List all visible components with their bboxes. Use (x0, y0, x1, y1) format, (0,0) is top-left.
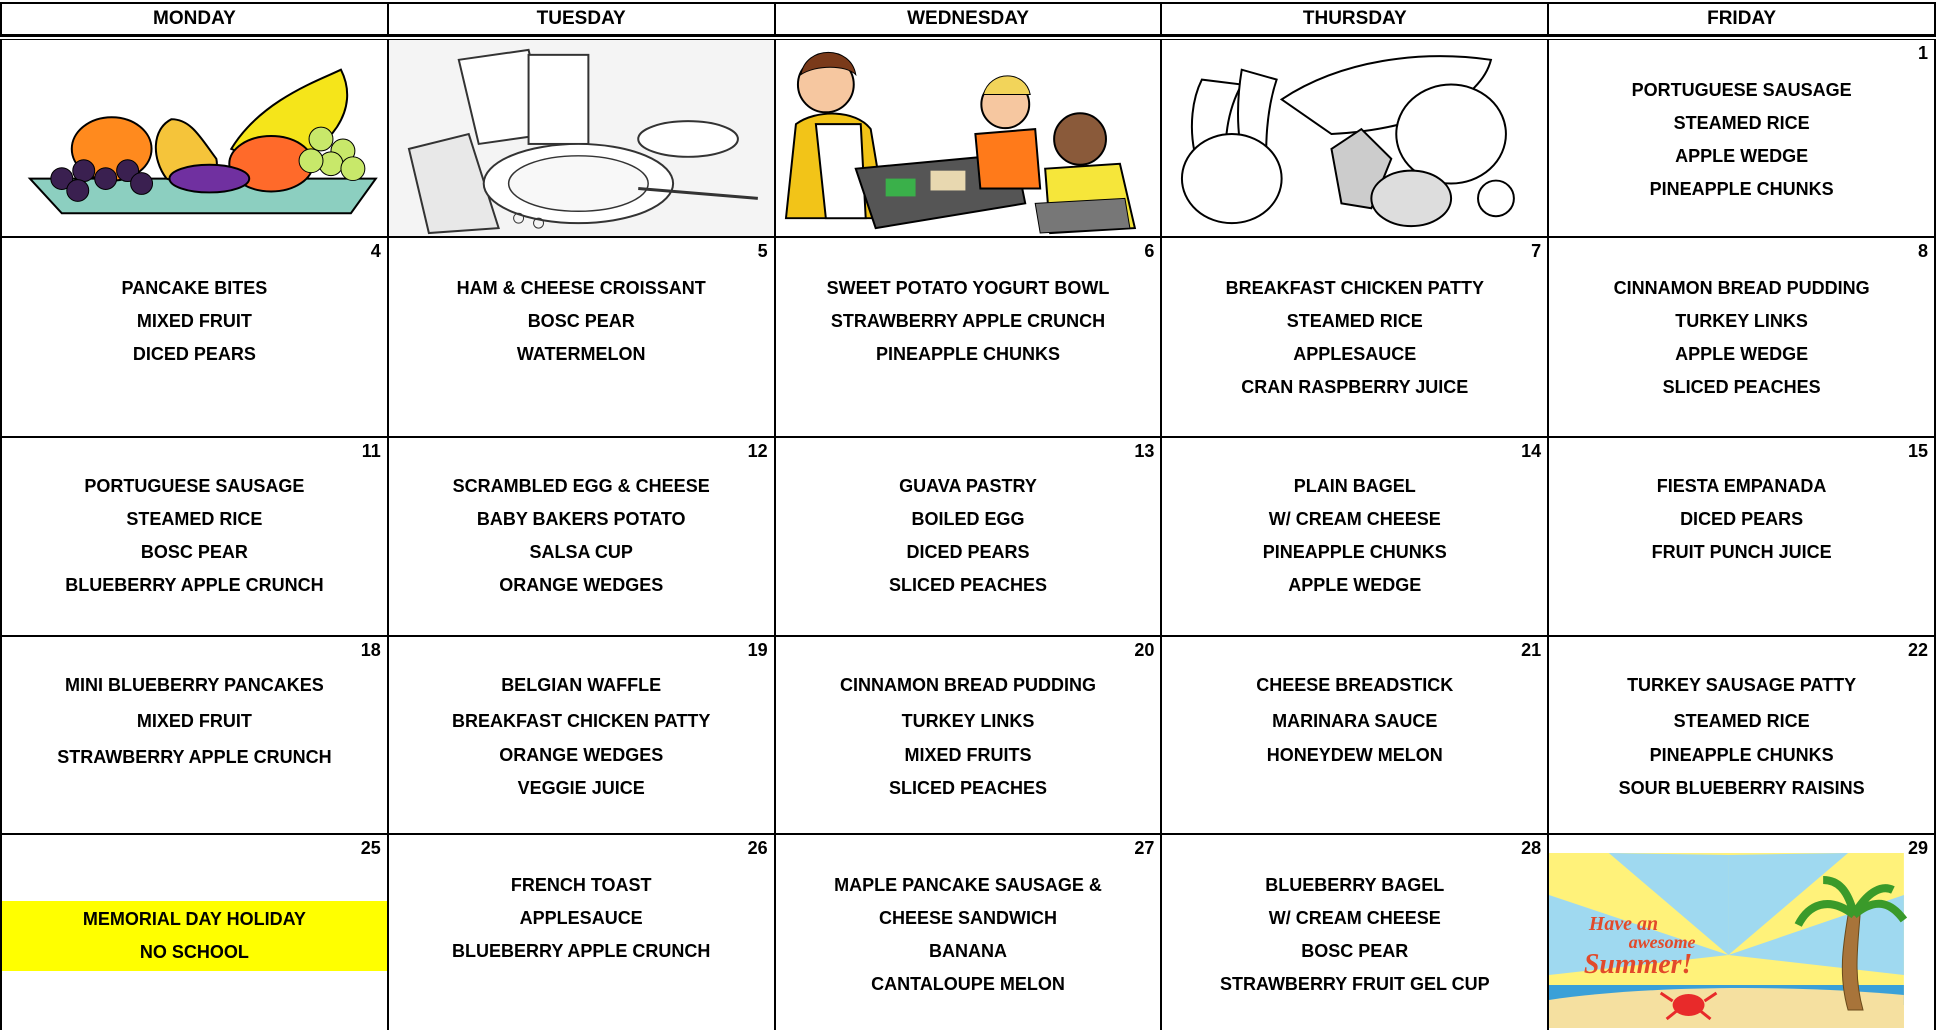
day-header-friday: FRIDAY (1549, 2, 1936, 36)
menu-item: CHEESE SANDWICH (878, 908, 1057, 928)
menu-item: PORTUGUESE SAUSAGE (84, 476, 305, 496)
menu-item: BLUEBERRY APPLE CRUNCH (452, 941, 711, 961)
menu-item: CHEESE BREADSTICK (1256, 675, 1454, 695)
menu-item: GUAVA PASTRY (899, 476, 1037, 496)
summer-cell-29 (1549, 835, 1936, 1030)
date-number: 8 (1917, 241, 1928, 261)
date-number: 15 (1907, 441, 1928, 461)
menu-item: PINEAPPLE CHUNKS (1649, 745, 1834, 765)
date-number: 11 (361, 441, 381, 461)
date-number: 12 (747, 441, 768, 461)
menu-cell-21 (1162, 637, 1549, 833)
menu-cell-1 (1549, 40, 1936, 236)
menu-item: STEAMED RICE (126, 509, 263, 529)
week-row (0, 40, 1936, 238)
menu-item: ORANGE WEDGES (499, 575, 664, 595)
date-number: 28 (1521, 838, 1542, 858)
menu-cell-18 (0, 637, 389, 833)
menu-cell-8 (1549, 238, 1936, 436)
menu-item: CINNAMON BREAD PUDDING (1613, 278, 1870, 298)
menu-item: STEAMED RICE (1673, 711, 1810, 731)
menu-item: BOSC PEAR (527, 311, 635, 331)
menu-item: FRUIT PUNCH JUICE (1651, 542, 1832, 562)
lunch-line-kids-picture (776, 40, 1163, 236)
menu-item: BLUEBERRY BAGEL (1265, 875, 1445, 895)
date-number: 21 (1521, 640, 1542, 660)
holiday-cell-25 (0, 835, 389, 1030)
menu-item: STEAMED RICE (1286, 311, 1423, 331)
menu-item: SCRAMBLED EGG & CHEESE (452, 476, 710, 496)
breakfast-tray-icon (389, 40, 774, 236)
date-number: 20 (1134, 640, 1155, 660)
menu-item: FRENCH TOAST (510, 875, 652, 895)
day-header-wednesday: WEDNESDAY (776, 2, 1163, 36)
lunch-line-icon (776, 40, 1161, 236)
menu-item: DICED PEARS (132, 344, 256, 364)
date-number: 5 (757, 241, 768, 261)
menu-cell-5 (389, 238, 776, 436)
date-number: 7 (1531, 241, 1542, 261)
summer-sign-line: Have an (1589, 912, 1659, 936)
menu-cell-26 (389, 835, 776, 1030)
menu-item: SWEET POTATO YOGURT BOWL (826, 278, 1110, 298)
day-header-thursday: THURSDAY (1162, 2, 1549, 36)
menu-item: MARINARA SAUCE (1272, 711, 1438, 731)
summer-sign-line: Summer! (1584, 948, 1693, 981)
menu-item: SALSA CUP (529, 542, 633, 562)
menu-item: MINI BLUEBERRY PANCAKES (65, 675, 324, 695)
menu-cell-28 (1162, 835, 1549, 1030)
menu-item: HONEYDEW MELON (1266, 745, 1443, 765)
menu-item: BANANA (928, 941, 1007, 961)
menu-item: MIXED FRUIT (136, 311, 252, 331)
menu-item: CANTALOUPE MELON (871, 974, 1065, 994)
menu-item: PANCAKE BITES (121, 278, 268, 298)
menu-item: BREAKFAST CHICKEN PATTY (452, 711, 711, 731)
date-number: 29 (1907, 838, 1928, 858)
date-number: 13 (1134, 441, 1155, 461)
menu-item: W/ CREAM CHEESE (1268, 509, 1441, 529)
menu-cell-19 (389, 637, 776, 833)
menu-item: BELGIAN WAFFLE (501, 675, 662, 695)
menu-cell-4 (0, 238, 389, 436)
date-number: 27 (1134, 838, 1155, 858)
menu-item: CRAN RASPBERRY JUICE (1241, 377, 1469, 397)
menu-item: BOSC PEAR (140, 542, 248, 562)
date-number: 6 (1144, 241, 1155, 261)
menu-item: STRAWBERRY APPLE CRUNCH (57, 747, 332, 767)
date-number: 14 (1521, 441, 1542, 461)
menu-item: APPLE WEDGE (1675, 344, 1809, 364)
date-number: 25 (360, 838, 381, 858)
week-row (0, 238, 1936, 438)
holiday-text: NO SCHOOL (139, 942, 249, 962)
day-header-tuesday: TUESDAY (389, 2, 776, 36)
menu-item: STEAMED RICE (1673, 113, 1810, 133)
fruit-sketch-picture (1162, 40, 1549, 236)
menu-item: CINNAMON BREAD PUDDING (839, 675, 1096, 695)
fruit-bowl-picture (0, 40, 389, 236)
date-number: 18 (360, 640, 381, 660)
menu-item: TURKEY LINKS (1675, 311, 1808, 331)
menu-item: BREAKFAST CHICKEN PATTY (1225, 278, 1484, 298)
date-number: 26 (747, 838, 768, 858)
holiday-highlight (2, 901, 387, 971)
menu-item: SOUR BLUEBERRY RAISINS (1618, 778, 1865, 798)
date-number: 4 (370, 241, 381, 261)
menu-item: BOSC PEAR (1301, 941, 1409, 961)
week-row (0, 835, 1936, 1030)
menu-item: BLUEBERRY APPLE CRUNCH (65, 575, 324, 595)
menu-item: TURKEY LINKS (901, 711, 1035, 731)
holiday-text: MEMORIAL DAY HOLIDAY (82, 909, 306, 929)
menu-cell-13 (776, 438, 1163, 635)
menu-item: APPLE WEDGE (1288, 575, 1422, 595)
menu-cell-11 (0, 438, 389, 635)
week-row (0, 637, 1936, 835)
summer-sign-line: awesome (1628, 931, 1696, 953)
menu-item: SLICED PEACHES (888, 778, 1047, 798)
menu-cell-12 (389, 438, 776, 635)
breakfast-tray-sketch-picture (389, 40, 776, 236)
menu-item: PINEAPPLE CHUNKS (1649, 179, 1834, 199)
lunch-calendar (0, 2, 1936, 1030)
menu-item: MAPLE PANCAKE SAUSAGE & (834, 875, 1102, 895)
weekday-header (0, 2, 1936, 40)
menu-item: ORANGE WEDGES (499, 745, 664, 765)
menu-item: APPLESAUCE (519, 908, 643, 928)
menu-item: MIXED FRUIT (136, 711, 252, 731)
day-header-monday: MONDAY (0, 2, 389, 36)
menu-item: BABY BAKERS POTATO (476, 509, 686, 529)
menu-cell-14 (1162, 438, 1549, 635)
menu-item: VEGGIE JUICE (517, 778, 645, 798)
menu-item: W/ CREAM CHEESE (1268, 908, 1441, 928)
menu-item: BOILED EGG (911, 509, 1025, 529)
menu-cell-15 (1549, 438, 1936, 635)
menu-item: APPLESAUCE (1293, 344, 1417, 364)
summer-beach-icon (1549, 835, 1934, 1030)
menu-item: TURKEY SAUSAGE PATTY (1627, 675, 1857, 695)
menu-item: PINEAPPLE CHUNKS (1262, 542, 1447, 562)
date-number: 19 (747, 640, 768, 660)
menu-item: DICED PEARS (906, 542, 1030, 562)
menu-item: WATERMELON (516, 344, 646, 364)
menu-item: STRAWBERRY FRUIT GEL CUP (1219, 974, 1490, 994)
menu-item: HAM & CHEESE CROISSANT (456, 278, 706, 298)
menu-item: STRAWBERRY APPLE CRUNCH (830, 311, 1106, 331)
menu-cell-22 (1549, 637, 1936, 833)
menu-item: PLAIN BAGEL (1293, 476, 1416, 496)
menu-item: MIXED FRUITS (904, 745, 1032, 765)
menu-cell-20 (776, 637, 1163, 833)
menu-item: PINEAPPLE CHUNKS (875, 344, 1060, 364)
menu-item: DICED PEARS (1680, 509, 1804, 529)
date-number: 22 (1907, 640, 1928, 660)
week-row (0, 438, 1936, 637)
fruit-bowl-icon (2, 40, 387, 236)
menu-item: SLICED PEACHES (1662, 377, 1821, 397)
fruit-sketch-icon (1162, 40, 1547, 236)
menu-item: SLICED PEACHES (888, 575, 1047, 595)
menu-cell-6 (776, 238, 1163, 436)
menu-item: FIESTA EMPANADA (1656, 476, 1827, 496)
menu-item: PORTUGUESE SAUSAGE (1631, 80, 1852, 100)
menu-cell-27 (776, 835, 1163, 1030)
menu-cell-7 (1162, 238, 1549, 436)
date-number: 1 (1917, 43, 1928, 63)
menu-item: APPLE WEDGE (1675, 146, 1809, 166)
